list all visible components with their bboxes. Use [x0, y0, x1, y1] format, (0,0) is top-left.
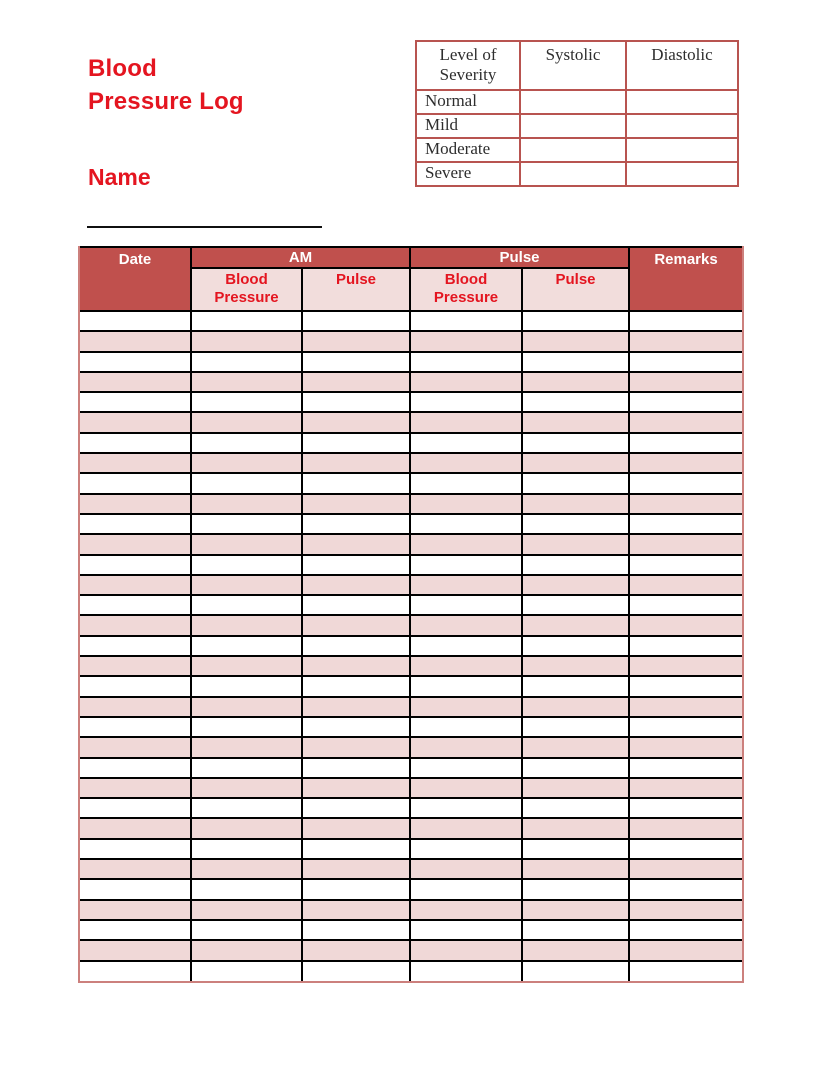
log-cell-am-pulse[interactable]: [302, 758, 410, 778]
log-cell-am-pulse[interactable]: [302, 798, 410, 818]
log-cell-pm-blood-pressure[interactable]: [410, 758, 522, 778]
log-cell-pm-blood-pressure[interactable]: [410, 961, 522, 981]
log-cell-am-pulse[interactable]: [302, 920, 410, 940]
log-cell-date[interactable]: [80, 920, 191, 940]
log-cell-date[interactable]: [80, 879, 191, 899]
log-row: [80, 433, 742, 453]
log-row: [80, 615, 742, 635]
log-cell-pm-blood-pressure[interactable]: [410, 859, 522, 879]
log-cell-pm-pulse[interactable]: [522, 798, 629, 818]
log-cell-am-blood-pressure[interactable]: [191, 311, 302, 331]
log-cell-am-pulse[interactable]: [302, 433, 410, 453]
severity-level-label: Normal: [416, 90, 520, 114]
log-cell-am-blood-pressure[interactable]: [191, 331, 302, 351]
log-cell-pm-pulse[interactable]: [522, 920, 629, 940]
log-cell-am-pulse[interactable]: [302, 737, 410, 757]
log-cell-am-pulse[interactable]: [302, 595, 410, 615]
log-cell-am-blood-pressure[interactable]: [191, 372, 302, 392]
log-cell-date[interactable]: [80, 737, 191, 757]
severity-level-label: Mild: [416, 114, 520, 138]
log-cell-am-blood-pressure[interactable]: [191, 859, 302, 879]
log-row: [80, 534, 742, 554]
log-cell-date[interactable]: [80, 392, 191, 412]
log-table-body: [80, 311, 742, 981]
severity-diastolic-cell[interactable]: [626, 162, 738, 186]
log-cell-am-pulse[interactable]: [302, 900, 410, 920]
severity-diastolic-cell[interactable]: [626, 90, 738, 114]
log-cell-am-blood-pressure[interactable]: [191, 717, 302, 737]
log-cell-pm-blood-pressure[interactable]: [410, 818, 522, 838]
log-cell-remarks[interactable]: [629, 372, 742, 392]
log-cell-pm-blood-pressure[interactable]: [410, 595, 522, 615]
severity-header-row: [416, 41, 738, 90]
log-row: [80, 494, 742, 514]
log-cell-am-blood-pressure[interactable]: [191, 352, 302, 372]
log-cell-remarks[interactable]: [629, 676, 742, 696]
log-cell-pm-blood-pressure[interactable]: [410, 676, 522, 696]
log-cell-remarks[interactable]: [629, 494, 742, 514]
log-cell-am-pulse[interactable]: [302, 352, 410, 372]
log-cell-am-pulse[interactable]: [302, 818, 410, 838]
log-cell-am-blood-pressure[interactable]: [191, 433, 302, 453]
log-cell-remarks[interactable]: [629, 656, 742, 676]
log-row: [80, 697, 742, 717]
log-row: [80, 575, 742, 595]
log-cell-date[interactable]: [80, 778, 191, 798]
log-row: [80, 331, 742, 351]
log-cell-remarks[interactable]: [629, 859, 742, 879]
log-cell-remarks[interactable]: [629, 717, 742, 737]
severity-level-label: Severe: [416, 162, 520, 186]
log-cell-remarks[interactable]: [629, 453, 742, 473]
log-cell-date[interactable]: [80, 555, 191, 575]
log-cell-pm-pulse[interactable]: [522, 818, 629, 838]
log-cell-pm-blood-pressure[interactable]: [410, 879, 522, 899]
log-row: [80, 717, 742, 737]
log-cell-date[interactable]: [80, 331, 191, 351]
log-cell-am-pulse[interactable]: [302, 453, 410, 473]
log-cell-date[interactable]: [80, 717, 191, 737]
log-cell-pm-pulse[interactable]: [522, 412, 629, 432]
log-subheader-pm-pulse: Pulse: [522, 268, 629, 311]
log-cell-date[interactable]: [80, 818, 191, 838]
severity-row: [416, 114, 738, 138]
log-cell-remarks[interactable]: [629, 798, 742, 818]
severity-systolic-cell[interactable]: [520, 138, 626, 162]
log-cell-am-blood-pressure[interactable]: [191, 392, 302, 412]
log-cell-remarks[interactable]: [629, 433, 742, 453]
severity-header-systolic: Systolic: [520, 41, 626, 90]
log-cell-pm-blood-pressure[interactable]: [410, 311, 522, 331]
log-cell-pm-pulse[interactable]: [522, 372, 629, 392]
log-cell-pm-pulse[interactable]: [522, 514, 629, 534]
log-row: [80, 514, 742, 534]
log-cell-remarks[interactable]: [629, 920, 742, 940]
page-title-line2: Pressure Log: [88, 88, 244, 115]
log-cell-am-blood-pressure[interactable]: [191, 615, 302, 635]
log-cell-am-pulse[interactable]: [302, 879, 410, 899]
log-cell-am-blood-pressure[interactable]: [191, 778, 302, 798]
log-cell-pm-blood-pressure[interactable]: [410, 352, 522, 372]
log-cell-remarks[interactable]: [629, 818, 742, 838]
log-table: [80, 246, 742, 981]
log-cell-remarks[interactable]: [629, 392, 742, 412]
log-subheader-am-pulse: Pulse: [302, 268, 410, 311]
page-title-line1: Blood: [88, 55, 157, 82]
log-cell-pm-pulse[interactable]: [522, 636, 629, 656]
log-cell-pm-blood-pressure[interactable]: [410, 697, 522, 717]
log-row: [80, 798, 742, 818]
log-header-date: Date: [80, 247, 191, 311]
log-row: [80, 636, 742, 656]
log-cell-pm-pulse[interactable]: [522, 961, 629, 981]
log-cell-remarks[interactable]: [629, 331, 742, 351]
log-row: [80, 595, 742, 615]
log-cell-pm-blood-pressure[interactable]: [410, 433, 522, 453]
log-cell-pm-pulse[interactable]: [522, 900, 629, 920]
log-cell-pm-pulse[interactable]: [522, 595, 629, 615]
log-cell-remarks[interactable]: [629, 534, 742, 554]
log-header-am-group: AM: [191, 247, 410, 268]
severity-row: [416, 138, 738, 162]
log-cell-am-pulse[interactable]: [302, 615, 410, 635]
log-cell-am-pulse[interactable]: [302, 697, 410, 717]
log-cell-pm-pulse[interactable]: [522, 555, 629, 575]
severity-systolic-cell[interactable]: [520, 90, 626, 114]
log-cell-am-blood-pressure[interactable]: [191, 920, 302, 940]
log-cell-am-pulse[interactable]: [302, 331, 410, 351]
log-cell-pm-pulse[interactable]: [522, 778, 629, 798]
log-cell-pm-blood-pressure[interactable]: [410, 900, 522, 920]
log-cell-date[interactable]: [80, 697, 191, 717]
log-cell-date[interactable]: [80, 940, 191, 960]
log-cell-pm-blood-pressure[interactable]: [410, 717, 522, 737]
log-cell-date[interactable]: [80, 636, 191, 656]
log-cell-remarks[interactable]: [629, 839, 742, 859]
log-cell-am-pulse[interactable]: [302, 555, 410, 575]
log-row: [80, 839, 742, 859]
log-cell-pm-pulse[interactable]: [522, 676, 629, 696]
log-cell-pm-blood-pressure[interactable]: [410, 473, 522, 493]
log-cell-pm-pulse[interactable]: [522, 717, 629, 737]
log-cell-am-pulse[interactable]: [302, 473, 410, 493]
log-row: [80, 352, 742, 372]
log-cell-remarks[interactable]: [629, 615, 742, 635]
log-cell-pm-pulse[interactable]: [522, 758, 629, 778]
severity-diastolic-cell[interactable]: [626, 138, 738, 162]
log-cell-am-blood-pressure[interactable]: [191, 818, 302, 838]
log-cell-remarks[interactable]: [629, 879, 742, 899]
log-subheader-pm-blood-pressure: Blood Pressure: [410, 268, 522, 311]
log-cell-am-blood-pressure[interactable]: [191, 758, 302, 778]
log-cell-am-pulse[interactable]: [302, 636, 410, 656]
log-cell-am-blood-pressure[interactable]: [191, 595, 302, 615]
log-header-pulse-group: Pulse: [410, 247, 629, 268]
log-cell-date[interactable]: [80, 656, 191, 676]
log-cell-pm-pulse[interactable]: [522, 737, 629, 757]
log-cell-date[interactable]: [80, 473, 191, 493]
log-cell-pm-blood-pressure[interactable]: [410, 940, 522, 960]
log-cell-pm-pulse[interactable]: [522, 656, 629, 676]
severity-table-body: [416, 90, 738, 186]
severity-diastolic-cell[interactable]: [626, 114, 738, 138]
log-cell-pm-blood-pressure[interactable]: [410, 839, 522, 859]
log-cell-pm-pulse[interactable]: [522, 575, 629, 595]
log-cell-pm-pulse[interactable]: [522, 940, 629, 960]
log-cell-pm-pulse[interactable]: [522, 494, 629, 514]
log-cell-pm-blood-pressure[interactable]: [410, 372, 522, 392]
log-cell-am-pulse[interactable]: [302, 392, 410, 412]
log-cell-am-blood-pressure[interactable]: [191, 534, 302, 554]
log-cell-am-pulse[interactable]: [302, 412, 410, 432]
severity-table: [415, 40, 739, 187]
log-cell-remarks[interactable]: [629, 758, 742, 778]
log-cell-date[interactable]: [80, 839, 191, 859]
severity-systolic-cell[interactable]: [520, 162, 626, 186]
log-cell-pm-blood-pressure[interactable]: [410, 920, 522, 940]
log-row: [80, 555, 742, 575]
log-header-group-row: [80, 247, 742, 268]
log-row: [80, 372, 742, 392]
name-fill-line[interactable]: [87, 226, 322, 228]
log-cell-pm-blood-pressure[interactable]: [410, 412, 522, 432]
log-cell-am-blood-pressure[interactable]: [191, 798, 302, 818]
log-cell-pm-blood-pressure[interactable]: [410, 636, 522, 656]
log-cell-am-blood-pressure[interactable]: [191, 575, 302, 595]
log-subheader-am-blood-pressure: Blood Pressure: [191, 268, 302, 311]
log-cell-am-pulse[interactable]: [302, 859, 410, 879]
log-row: [80, 758, 742, 778]
log-cell-am-blood-pressure[interactable]: [191, 555, 302, 575]
severity-row: [416, 162, 738, 186]
severity-systolic-cell[interactable]: [520, 114, 626, 138]
log-cell-date[interactable]: [80, 676, 191, 696]
log-cell-am-blood-pressure[interactable]: [191, 961, 302, 981]
log-cell-pm-blood-pressure[interactable]: [410, 494, 522, 514]
log-cell-pm-blood-pressure[interactable]: [410, 514, 522, 534]
log-row: [80, 656, 742, 676]
log-cell-pm-blood-pressure[interactable]: [410, 798, 522, 818]
log-cell-am-pulse[interactable]: [302, 494, 410, 514]
log-cell-remarks[interactable]: [629, 737, 742, 757]
log-cell-date[interactable]: [80, 595, 191, 615]
log-row: [80, 818, 742, 838]
log-cell-pm-blood-pressure[interactable]: [410, 575, 522, 595]
log-row: [80, 940, 742, 960]
log-cell-remarks[interactable]: [629, 940, 742, 960]
log-cell-date[interactable]: [80, 311, 191, 331]
log-cell-date[interactable]: [80, 433, 191, 453]
log-cell-am-pulse[interactable]: [302, 717, 410, 737]
severity-level-label: Moderate: [416, 138, 520, 162]
log-cell-pm-blood-pressure[interactable]: [410, 737, 522, 757]
log-cell-am-blood-pressure[interactable]: [191, 737, 302, 757]
log-cell-date[interactable]: [80, 798, 191, 818]
log-row: [80, 311, 742, 331]
severity-row: [416, 90, 738, 114]
log-cell-remarks[interactable]: [629, 778, 742, 798]
log-cell-am-blood-pressure[interactable]: [191, 940, 302, 960]
log-row: [80, 473, 742, 493]
log-cell-remarks[interactable]: [629, 555, 742, 575]
log-cell-remarks[interactable]: [629, 961, 742, 981]
log-cell-remarks[interactable]: [629, 514, 742, 534]
log-cell-am-blood-pressure[interactable]: [191, 839, 302, 859]
log-cell-pm-blood-pressure[interactable]: [410, 392, 522, 412]
log-cell-remarks[interactable]: [629, 595, 742, 615]
log-cell-pm-blood-pressure[interactable]: [410, 555, 522, 575]
log-cell-remarks[interactable]: [629, 473, 742, 493]
log-cell-remarks[interactable]: [629, 900, 742, 920]
log-cell-date[interactable]: [80, 372, 191, 392]
log-cell-am-blood-pressure[interactable]: [191, 676, 302, 696]
log-cell-remarks[interactable]: [629, 311, 742, 331]
severity-header-level: Level of Severity: [416, 41, 520, 90]
log-cell-am-pulse[interactable]: [302, 778, 410, 798]
log-cell-am-blood-pressure[interactable]: [191, 412, 302, 432]
log-row: [80, 412, 742, 432]
log-cell-date[interactable]: [80, 758, 191, 778]
log-cell-date[interactable]: [80, 494, 191, 514]
log-cell-date[interactable]: [80, 514, 191, 534]
log-cell-pm-pulse[interactable]: [522, 879, 629, 899]
log-cell-am-blood-pressure[interactable]: [191, 514, 302, 534]
log-cell-pm-pulse[interactable]: [522, 311, 629, 331]
log-row: [80, 453, 742, 473]
log-cell-pm-pulse[interactable]: [522, 453, 629, 473]
log-cell-am-blood-pressure[interactable]: [191, 697, 302, 717]
log-cell-am-pulse[interactable]: [302, 534, 410, 554]
log-cell-am-blood-pressure[interactable]: [191, 636, 302, 656]
log-cell-date[interactable]: [80, 859, 191, 879]
log-cell-am-pulse[interactable]: [302, 961, 410, 981]
log-cell-pm-pulse[interactable]: [522, 615, 629, 635]
log-cell-date[interactable]: [80, 900, 191, 920]
log-cell-pm-blood-pressure[interactable]: [410, 656, 522, 676]
log-cell-remarks[interactable]: [629, 412, 742, 432]
log-cell-pm-pulse[interactable]: [522, 331, 629, 351]
log-cell-pm-pulse[interactable]: [522, 433, 629, 453]
log-cell-pm-pulse[interactable]: [522, 859, 629, 879]
log-cell-pm-pulse[interactable]: [522, 392, 629, 412]
log-row: [80, 737, 742, 757]
log-cell-date[interactable]: [80, 453, 191, 473]
log-cell-pm-blood-pressure[interactable]: [410, 453, 522, 473]
log-cell-am-blood-pressure[interactable]: [191, 900, 302, 920]
log-cell-am-pulse[interactable]: [302, 839, 410, 859]
log-cell-remarks[interactable]: [629, 697, 742, 717]
log-cell-date[interactable]: [80, 534, 191, 554]
log-cell-pm-blood-pressure[interactable]: [410, 615, 522, 635]
log-cell-am-blood-pressure[interactable]: [191, 656, 302, 676]
log-cell-date[interactable]: [80, 961, 191, 981]
log-row: [80, 961, 742, 981]
log-cell-am-pulse[interactable]: [302, 676, 410, 696]
log-cell-am-pulse[interactable]: [302, 311, 410, 331]
log-cell-am-blood-pressure[interactable]: [191, 879, 302, 899]
log-row: [80, 900, 742, 920]
log-cell-pm-pulse[interactable]: [522, 534, 629, 554]
log-cell-pm-pulse[interactable]: [522, 473, 629, 493]
log-cell-am-pulse[interactable]: [302, 514, 410, 534]
log-cell-date[interactable]: [80, 412, 191, 432]
log-cell-am-pulse[interactable]: [302, 940, 410, 960]
log-cell-pm-pulse[interactable]: [522, 839, 629, 859]
name-label: Name: [88, 164, 151, 190]
log-row: [80, 392, 742, 412]
log-cell-date[interactable]: [80, 352, 191, 372]
severity-header-diastolic: Diastolic: [626, 41, 738, 90]
log-table-container: [78, 246, 744, 983]
log-row: [80, 920, 742, 940]
log-row: [80, 676, 742, 696]
log-cell-am-pulse[interactable]: [302, 656, 410, 676]
log-cell-date[interactable]: [80, 575, 191, 595]
log-cell-remarks[interactable]: [629, 352, 742, 372]
log-cell-am-blood-pressure[interactable]: [191, 453, 302, 473]
log-cell-date[interactable]: [80, 615, 191, 635]
log-row: [80, 879, 742, 899]
log-cell-pm-blood-pressure[interactable]: [410, 534, 522, 554]
log-header-remarks: Remarks: [629, 247, 742, 311]
log-cell-remarks[interactable]: [629, 636, 742, 656]
log-cell-pm-pulse[interactable]: [522, 697, 629, 717]
log-cell-pm-blood-pressure[interactable]: [410, 778, 522, 798]
log-cell-am-blood-pressure[interactable]: [191, 494, 302, 514]
page-title: [88, 52, 244, 118]
log-cell-pm-blood-pressure[interactable]: [410, 331, 522, 351]
log-row: [80, 859, 742, 879]
log-cell-am-pulse[interactable]: [302, 372, 410, 392]
log-cell-am-pulse[interactable]: [302, 575, 410, 595]
log-row: [80, 778, 742, 798]
log-cell-pm-pulse[interactable]: [522, 352, 629, 372]
log-cell-am-blood-pressure[interactable]: [191, 473, 302, 493]
log-cell-remarks[interactable]: [629, 575, 742, 595]
